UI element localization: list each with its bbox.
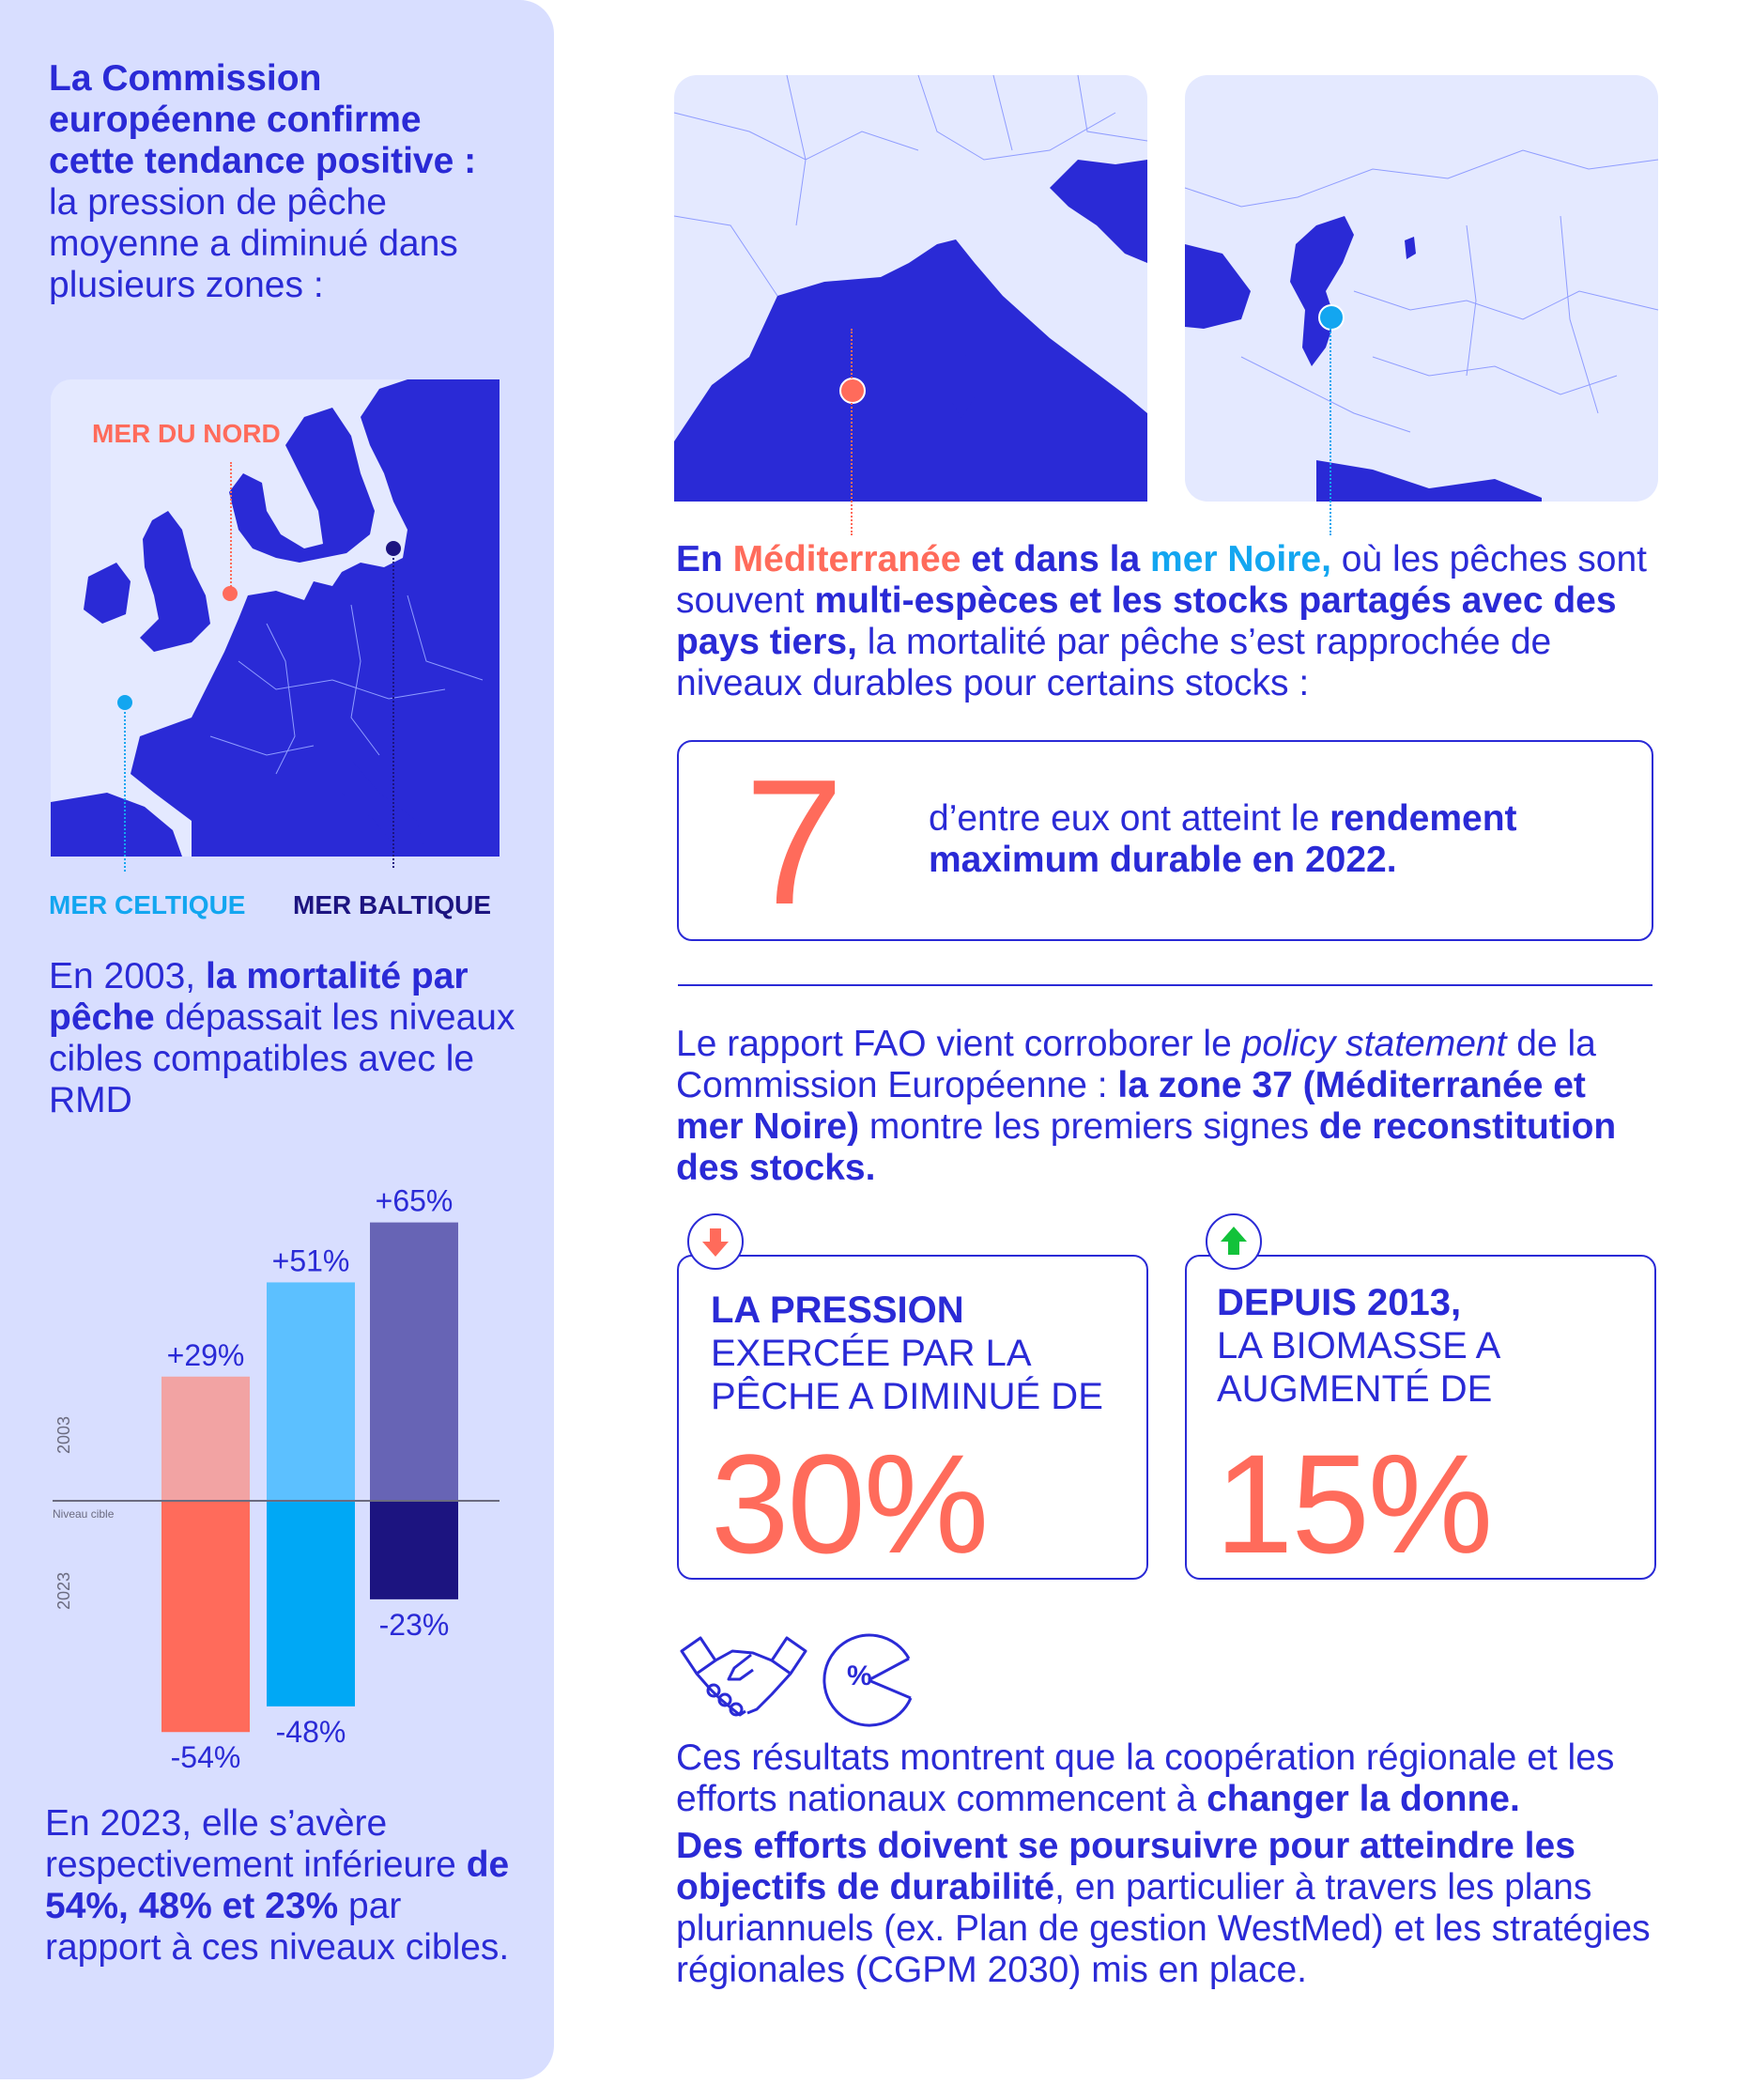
- baltic-sea-leader: [392, 558, 394, 868]
- conclusion-p1: En 2023, elle s’avère respectivement inférieure: [45, 1803, 467, 1885]
- mediterranean-map-svg: [674, 75, 1147, 502]
- fao-p1: Le rapport FAO vient corroborer le: [676, 1024, 1242, 1064]
- msy-p1: d’entre eux ont atteint le: [929, 798, 1330, 839]
- percent-symbol: %: [847, 1660, 872, 1691]
- baltic-sea-dot: [386, 541, 401, 556]
- biomass-value: 15%: [1215, 1425, 1492, 1583]
- med-mer-noire: mer Noire,: [1150, 539, 1331, 579]
- adriatic-land: [1050, 160, 1147, 263]
- mortality-chart: [34, 1165, 522, 1775]
- pressure-value: 30%: [711, 1425, 988, 1583]
- efforts-text: [676, 1826, 1671, 1991]
- ireland: [84, 563, 131, 624]
- bar-2003-1: [267, 1282, 355, 1501]
- label-2003-1: +51%: [271, 1243, 350, 1278]
- mediterranean-map: [674, 75, 1147, 502]
- fao-text: [676, 1024, 1662, 1189]
- arrow-down-badge: [687, 1213, 744, 1270]
- arrow-up-badge: [1206, 1213, 1262, 1270]
- label-2003-0: +29%: [166, 1337, 245, 1372]
- med-bold: multi-espèces et les stocks partagés avec des pays tiers,: [676, 580, 1617, 662]
- black-sea-leader: [1330, 329, 1331, 535]
- mediterranean-dot: [839, 378, 866, 404]
- intro-bold: La Commission européenne confirme cette tendance positive :: [49, 58, 477, 181]
- label-2023-2: -23%: [378, 1607, 450, 1642]
- persian-gulf: [1316, 460, 1542, 502]
- fao-p3: montre les premiers signes: [859, 1106, 1319, 1147]
- effort-p1: , en particulier à travers les plans pluriannuels (ex. Plan de gestion WestMed) et les stratégies régionales (CGPM 2030) mis en place.: [676, 1867, 1651, 1990]
- arrow-down-icon: [689, 1215, 742, 1268]
- fao-bold-stocks: de reconstitution des stocks.: [676, 1106, 1617, 1188]
- fao-bold-zone: la zone 37 (Méditerranée et mer Noire): [676, 1065, 1586, 1147]
- north-sea-dot: [223, 586, 238, 601]
- coop-bold: changer la donne.: [1207, 1779, 1520, 1819]
- bar-2023-2: [370, 1501, 458, 1599]
- mortality-text: [49, 956, 518, 1121]
- divider: [678, 984, 1652, 986]
- bar-2003-0: [161, 1377, 250, 1501]
- cooperation-text: [676, 1737, 1671, 1820]
- msy-number: 7: [745, 743, 844, 942]
- asia-borders: [1185, 150, 1658, 432]
- celtic-sea-dot: [117, 695, 132, 710]
- handshake-icon: [678, 1630, 809, 1724]
- label-2023-0: -54%: [170, 1740, 241, 1775]
- bar-2023-0: [161, 1501, 250, 1732]
- axis-label-2003: 2003: [54, 1415, 73, 1454]
- pressure-stat-box: [677, 1255, 1148, 1583]
- celtic-sea-leader: [124, 712, 126, 872]
- black-sea-map: [1185, 75, 1658, 502]
- mediterranean-leader: [851, 329, 853, 535]
- mortality-bold: la mortalité par pêche: [49, 956, 469, 1038]
- biomass-title-bold: DEPUIS 2013,: [1217, 1282, 1462, 1323]
- europe-map-svg: [51, 379, 500, 857]
- med-p1: En: [676, 539, 733, 579]
- msy-box: [677, 740, 1653, 941]
- fao-p2: de la Commission Européenne :: [676, 1024, 1596, 1105]
- biomass-stat-box: [1185, 1255, 1656, 1583]
- msy-text: [929, 798, 1623, 881]
- black-sea-map-svg: [1185, 75, 1658, 502]
- arrow-up-icon: [1207, 1215, 1260, 1268]
- axis-label-2023: 2023: [54, 1571, 73, 1610]
- fao-italic: policy statement: [1241, 1024, 1507, 1064]
- msy-bold: rendement maximum durable en 2022.: [929, 798, 1517, 880]
- med-p4: la mortalité par pêche s’est rapprochée de niveaux durables pour certains stocks :: [676, 622, 1552, 703]
- med-p2: et dans la: [961, 539, 1151, 579]
- coop-p1: Ces résultats montrent que la coopération régionale et les efforts nationaux commencent à: [676, 1737, 1615, 1819]
- north-sea-leader: [230, 462, 232, 594]
- label-2023-1: -48%: [275, 1714, 346, 1749]
- mortality-p2: dépassait les niveaux cibles compatibles avec le RMD: [49, 997, 515, 1120]
- med-land-south: [674, 239, 1147, 502]
- med-mediterranee: Méditerranée: [732, 539, 961, 579]
- med-p3: où les pêches sont souvent: [676, 539, 1647, 621]
- chart-svg: [34, 1165, 522, 1775]
- intro-rest: la pression de pêche moyenne a diminué dans plusieurs zones :: [49, 182, 458, 305]
- label-north-sea: MER DU NORD: [92, 419, 281, 448]
- effort-bold: Des efforts doivent se poursuivre pour atteindre les objectifs de durabilité: [676, 1826, 1576, 1907]
- label-celtic-sea: MER CELTIQUE: [49, 890, 246, 919]
- aral-lake: [1405, 237, 1416, 259]
- europe-map: [51, 379, 500, 857]
- percent-icon: [819, 1630, 918, 1730]
- iberia: [51, 793, 182, 857]
- pressure-title-bold: LA PRESSION: [711, 1289, 964, 1331]
- conclusion-p2: par rapport à ces niveaux cibles.: [45, 1886, 510, 1968]
- conclusion-left-text: [45, 1803, 515, 1969]
- label-2003-2: +65%: [375, 1183, 453, 1218]
- mediterranean-text: [676, 539, 1662, 704]
- bar-2003-2: [370, 1223, 458, 1501]
- mortality-p1: En 2003,: [49, 956, 206, 996]
- black-sea-dot: [1318, 304, 1345, 331]
- great-britain: [140, 511, 210, 652]
- label-baltic-sea: MER BALTIQUE: [293, 890, 492, 919]
- conclusion-bold: de 54%, 48% et 23%: [45, 1845, 510, 1926]
- caspian-sea: [1290, 216, 1354, 366]
- biomass-title: [1217, 1281, 1649, 1411]
- handshake-svg: [678, 1630, 809, 1724]
- baseline-label: Niveau cible: [53, 1507, 115, 1521]
- pressure-title-rest: EXERCÉE PAR LA PÊCHE A DIMINUÉ DE: [711, 1333, 1103, 1417]
- biomass-title-rest: LA BIOMASSE A AUGMENTÉ DE: [1217, 1325, 1499, 1410]
- pressure-title: [711, 1289, 1143, 1418]
- black-sea-region: [1185, 244, 1251, 329]
- bar-2023-1: [267, 1501, 355, 1706]
- intro-text: [49, 58, 500, 306]
